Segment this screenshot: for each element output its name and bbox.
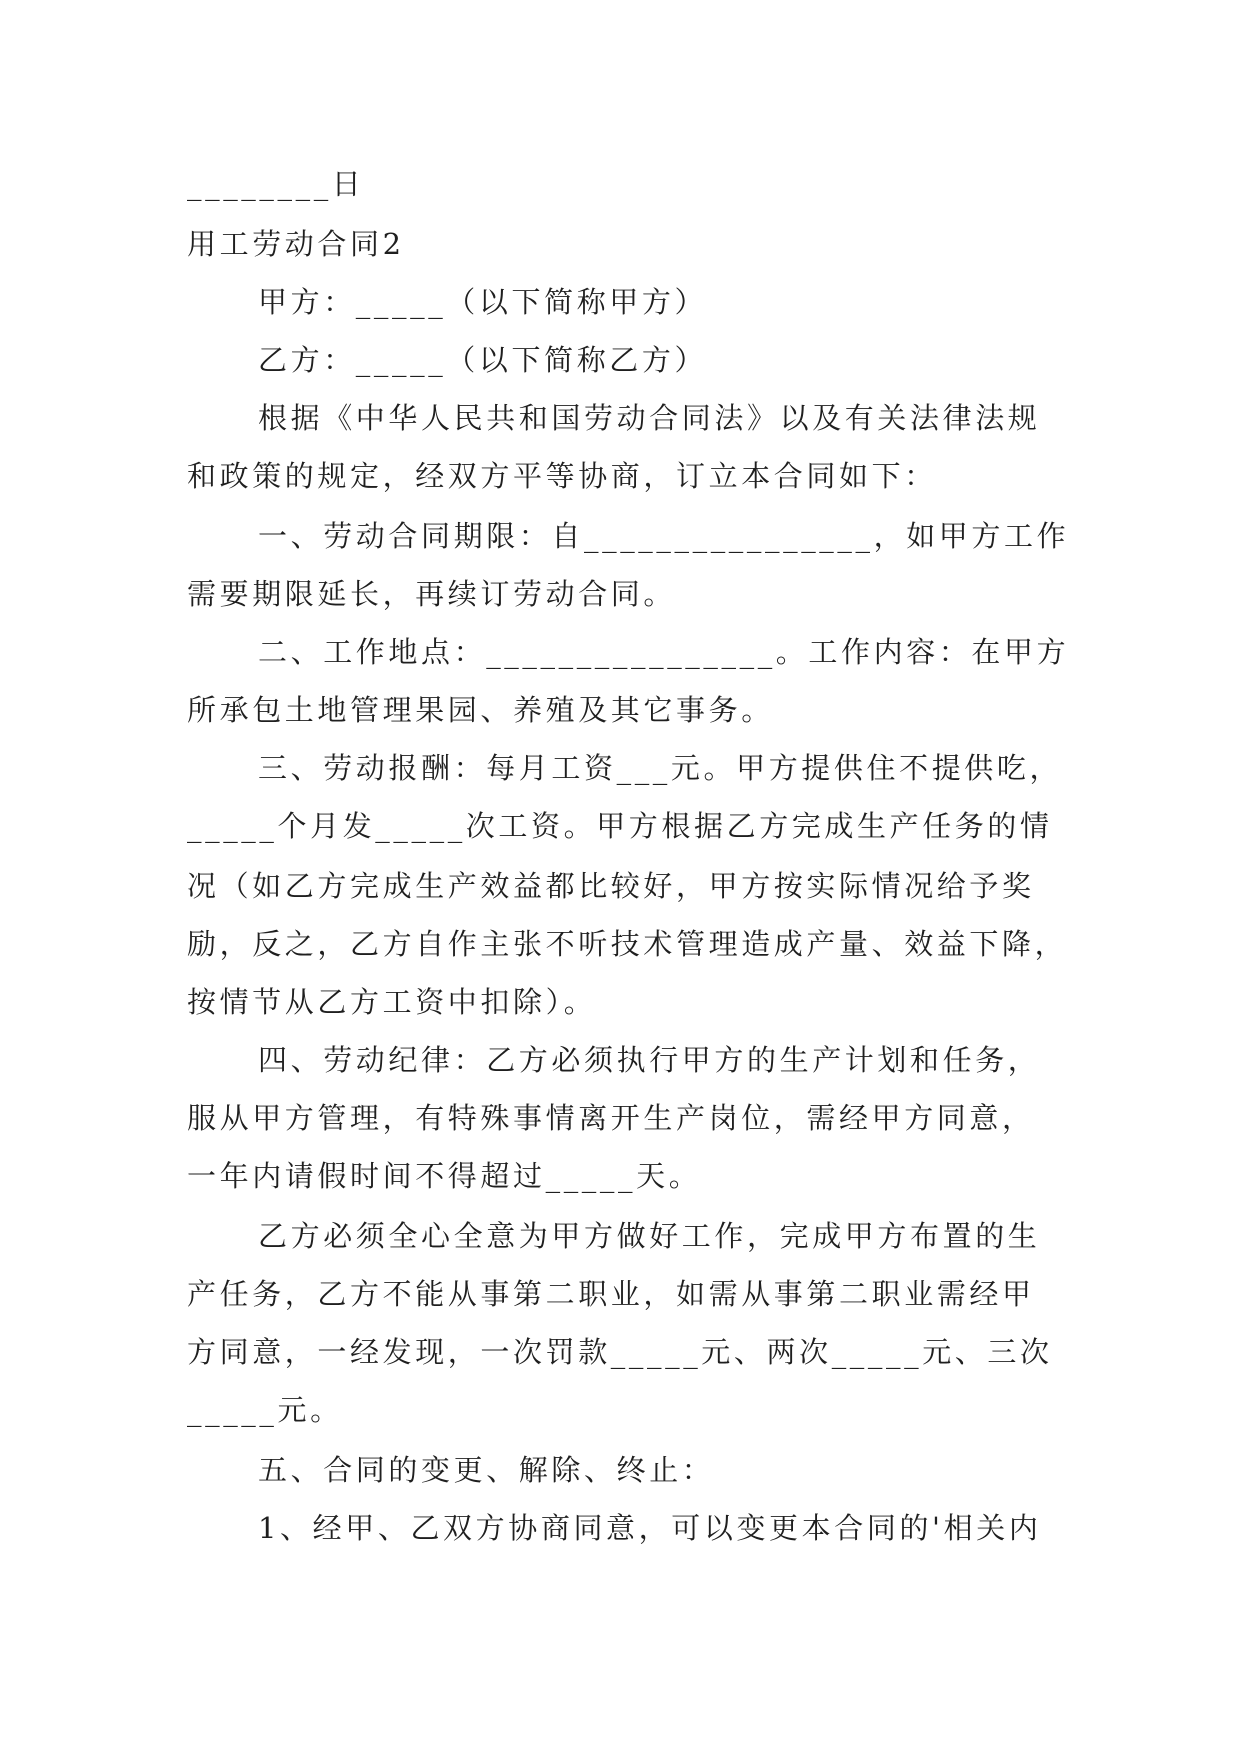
clause-3-line-2: _____个月发_____次工资。甲方根据乙方完成生产任务的情 [187, 809, 1053, 843]
clause-4-line-2: 服从甲方管理，有特殊事情离开生产岗位，需经甲方同意， [187, 1101, 1035, 1135]
clause-3-line-1: 三、劳动报酬：每月工资___元。甲方提供住不提供吃， [258, 751, 1063, 785]
clause-3-line-5: 按情节从乙方工资中扣除）。 [187, 985, 597, 1019]
paragraph-duty-line-1: 乙方必须全心全意为甲方做好工作，完成甲方布置的生 [258, 1219, 1041, 1253]
paragraph-duty-line-3: 方同意，一经发现，一次罚款_____元、两次_____元、三次 [187, 1335, 1053, 1369]
clause-4-line-1: 四、劳动纪律：乙方必须执行甲方的生产计划和任务， [258, 1043, 1041, 1077]
party-a-line: 甲方：_____（以下简称甲方） [258, 285, 708, 319]
clause-4-line-3: 一年内请假时间不得超过_____天。 [187, 1159, 702, 1193]
preamble-line-2: 和政策的规定，经双方平等协商，订立本合同如下： [187, 459, 937, 493]
clause-3-line-4: 励，反之，乙方自作主张不听技术管理造成产量、效益下降， [187, 927, 1068, 961]
paragraph-duty-line-4: _____元。 [187, 1393, 343, 1427]
party-b-line: 乙方：_____（以下简称乙方） [258, 343, 708, 377]
clause-5-heading: 五、合同的变更、解除、终止： [258, 1453, 715, 1487]
clause-1-line-2: 需要期限延长，再续订劳动合同。 [187, 577, 677, 611]
clause-2-line-1: 二、工作地点：________________。工作内容：在甲方 [258, 635, 1070, 669]
preamble-line-1: 根据《中华人民共和国劳动合同法》以及有关法律法规 [258, 401, 1041, 435]
clause-3-line-3: 况（如乙方完成生产效益都比较好，甲方按实际情况给予奖 [187, 869, 1035, 903]
paragraph-duty-line-2: 产任务，乙方不能从事第二职业，如需从事第二职业需经甲 [187, 1277, 1035, 1311]
clause-2-line-2: 所承包土地管理果园、养殖及其它事务。 [187, 693, 774, 727]
date-day-line: ________日 [187, 167, 365, 201]
clause-5-item-1: 1、经甲、乙双方协商同意，可以变更本合同的'相关内 [258, 1511, 1042, 1545]
contract-title: 用工劳动合同2 [187, 227, 405, 261]
clause-1-line-1: 一、劳动合同期限：自________________，如甲方工作 [258, 519, 1070, 553]
